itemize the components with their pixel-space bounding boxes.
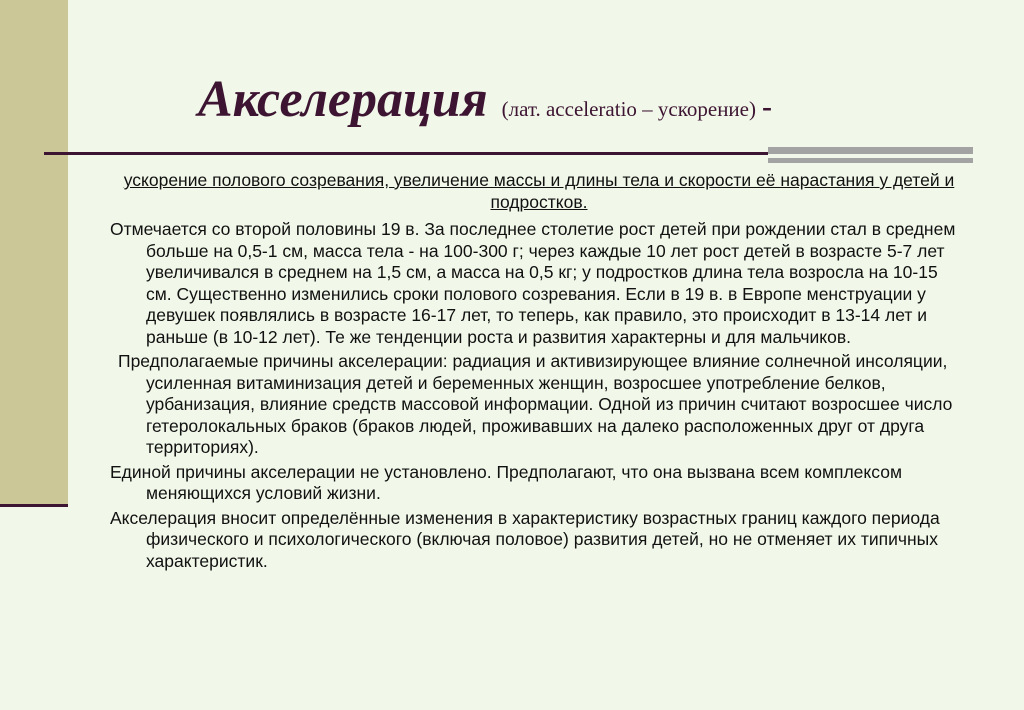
paragraph-age-boundaries: Акселерация вносит определённые изменения в характеристику возрастных границ каждого периода физического и психологического (включая половое) развития детей, но не отменяет их типичных характеристик. — [110, 507, 940, 571]
paragraph-causes: Предполагаемые причины акселерации: радиация и активизирующее влияние солнечной инсоляции, усиленная витаминизация детей и беременных женщин, возросшее употребление белков, урбанизация, влияние средств массовой информации. Одной из причин считают возросшее число гетеролокальных браков (браков людей, проживавших на далеко расположенных друг от друга территориях). — [118, 351, 953, 457]
divider-bar-bottom — [768, 158, 973, 163]
divider-bar-top — [768, 147, 973, 154]
paragraph-no-single-cause: Единой причины акселерации не установлено. Предполагают, что она вызвана всем комплексом меняющихся условий жизни. — [110, 461, 902, 503]
paragraph-history: Отмечается со второй половины 19 в. За последнее столетие рост детей при рождении стал в среднем больше на 0,5-1 см, масса тела - на 100-300 г; через каждые 10 лет рост детей в возрасте 5-7 лет увеличивался в среднем на 1,5 см, а масса на 0,5 кг; у подростков длина тела возросла на 10-15 см. Существенно изменились сроки полового созревания. Если в 19 в. в Европе менструации у девушек появлялись в возрасте 16-17 лет, то теперь, как правило, это происходит в 13-14 лет и раньше (в 10-12 лет). Те же тенденции роста и развития характерны и для мальчиков. — [110, 219, 956, 347]
title-divider-line — [44, 152, 768, 155]
title-subtitle: (лат. acceleratio – ускорение) — [501, 97, 756, 121]
title-main: Акселерация — [198, 71, 488, 128]
slide-body — [110, 170, 968, 575]
left-decorative-band — [0, 0, 68, 506]
left-band-underline — [0, 504, 68, 507]
title-dash: - — [761, 90, 772, 123]
definition-lead: ускорение полового созревания, увеличение массы и длины тела и скорости её нарастания у детей и подростков. — [123, 170, 955, 212]
slide-title — [198, 70, 772, 129]
